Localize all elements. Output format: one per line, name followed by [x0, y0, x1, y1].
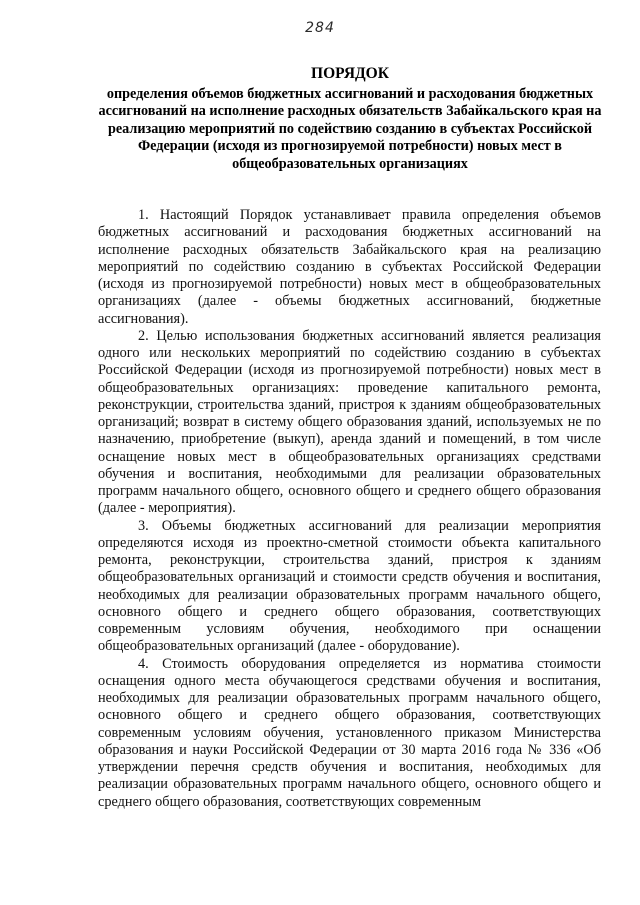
document-body	[98, 207, 601, 811]
paragraph-2: 2. Целью использования бюджетных ассигнований является реализация одного или нескольких мероприятий по содействию созданию в субъектах Российской Федерации (исходя из прогнозируемой потребности) новых мест в общеобразовательных организациях: проведение капитального ремонта, реконструкции, строительства зданий, пристроя к зданиям общеобразовательных организаций; возврат в систему общего образования зданий, используемых не по назначению, приобретение (выкуп), аренда зданий и помещений, в том числе оснащение новых мест в общеобразовательных организациях средствами обучения и воспитания, необходимыми для реализации образовательных программ начального общего, основного общего и среднего общего образования (далее - мероприятия).	[98, 327, 601, 517]
document-subtitle: определения объемов бюджетных ассигнований и расходования бюджетных ассигнований на исполнение расходных обязательств Забайкальского края на реализацию мероприятий по содействию созданию в субъектах Российской Федерации (исходя из прогнозируемой потребности) новых мест в общеобразовательных организациях	[98, 86, 602, 172]
document-title: ПОРЯДОК	[311, 65, 389, 82]
paragraph-1: 1. Настоящий Порядок устанавливает правила определения объемов бюджетных ассигнований и расходования бюджетных ассигнований на исполнение расходных обязательств Забайкальского края на реализацию мероприятий по содействию созданию в субъектах Российской Федерации (исходя из прогнозируемой потребности) новых мест в общеобразовательных организациях (далее - объемы бюджетных ассигнований, бюджетные ассигнования).	[98, 207, 601, 327]
document-heading	[90, 64, 610, 173]
paragraph-3: 3. Объемы бюджетных ассигнований для реализации мероприятия определяются исходя из проектно-сметной стоимости объекта капитального ремонта, реконструкции, строительства зданий, пристроя к зданиям общеобразовательных организаций и стоимости средств обучения и воспитания, необходимых для реализации образовательных программ начального общего, основного общего и среднего общего образования, соответствующих современным условиям обучения, необходимого при оснащении общеобразовательных организаций (далее - оборудование).	[98, 517, 601, 655]
paragraph-4: 4. Стоимость оборудования определяется из норматива стоимости оснащения одного места обучающегося средствами обучения и воспитания, необходимых для реализации образовательных программ начального общего, основного общего и среднего общего образования, соответствующих современным условиям обучения, установленного приказом Министерства образования и науки Российской Федерации от 30 марта 2016 года № 336 «Об утверждении перечня средств обучения и воспитания, необходимых для реализации образовательных программ начального общего, основного общего и среднего общего образования, соответствующих современным	[98, 655, 601, 810]
page-number: 284	[305, 20, 335, 36]
